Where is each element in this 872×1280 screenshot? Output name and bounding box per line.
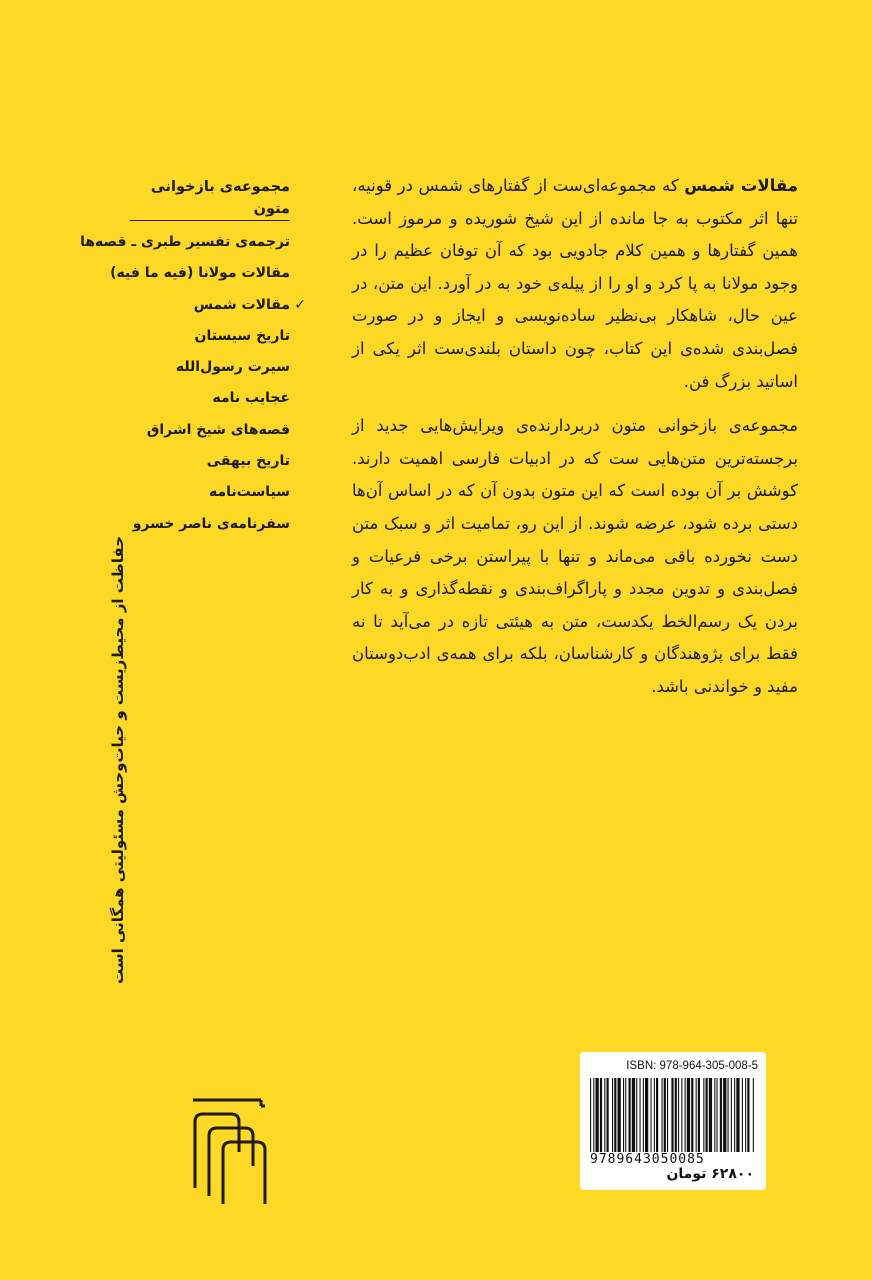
series-heading: مجموعه‌ی بازخوانی متون <box>130 176 290 221</box>
series-item: ترجمه‌ی تفسیر طبری ـ قصه‌ها <box>80 234 290 250</box>
description-paragraph-1 <box>352 170 798 398</box>
barcode-bar <box>747 1078 749 1152</box>
barcode-bar <box>731 1078 732 1152</box>
barcode-bar <box>618 1078 621 1152</box>
barcode-bar <box>671 1078 673 1152</box>
price-label: ۶۲۸۰۰ تومان <box>666 1166 754 1182</box>
barcode-bar <box>723 1078 726 1152</box>
barcode-icon <box>588 1078 758 1152</box>
series-item: تاریخ بیهقی <box>206 453 290 470</box>
barcode-bar <box>662 1078 663 1152</box>
series-item: مقالات مولانا (فیه ما فیه) <box>110 265 290 282</box>
barcode-bar <box>623 1078 624 1152</box>
barcode-bar <box>636 1078 637 1152</box>
barcode-bar <box>593 1078 594 1152</box>
barcode-bar <box>667 1078 668 1152</box>
barcode-bar <box>645 1078 648 1152</box>
barcode-bar <box>640 1078 641 1152</box>
barcode-bar <box>703 1078 704 1152</box>
barcode-bar <box>753 1078 754 1152</box>
barcode-bar <box>685 1078 686 1152</box>
barcode-bar <box>742 1078 743 1152</box>
barcode-bar <box>590 1078 591 1152</box>
slogan-text: حفاظت از محیط‌زیست و حیات‌وحش مسئولیتی همگانی است <box>109 535 127 985</box>
barcode-bar <box>720 1078 722 1152</box>
barcode-bar <box>625 1078 626 1152</box>
series-item: سیاست‌نامه <box>209 484 290 501</box>
barcode-bar <box>714 1078 715 1152</box>
barcode-bar <box>728 1078 729 1152</box>
description-text-1: که مجموعه‌ای‌ست از گفتارهای شمس در قونیه، تنها اثر مکتوب به جا مانده از این شیخ شوریده و مرموز است. همین گفتارها و همین کلام جادویی بود که آن توفان عظیم را در وجود مولانا به پا کرد و او را از پیله‌ی خود به در آورد. این متن، در عین حال، شاهکار بی‌نظیر ساده‌نویسی و ایجاز و در صورت فصل‌بندی شده‌ی این کتاب، چون داستان بلندی‌ست اثر یکی از اساتید بزرگ فن. <box>352 176 798 391</box>
barcode-bar <box>687 1078 690 1152</box>
check-icon: ✓ <box>294 296 306 313</box>
barcode-bar <box>612 1078 613 1152</box>
barcode-bar <box>709 1078 712 1152</box>
barcode-bar <box>706 1078 708 1152</box>
barcode-bar <box>681 1078 682 1152</box>
book-title-inline: مقالات شمس <box>684 176 798 195</box>
series-list <box>80 176 306 540</box>
barcode-number: 9789643050085 <box>590 1152 705 1167</box>
barcode-bar <box>596 1078 599 1152</box>
barcode-bar <box>696 1078 697 1152</box>
series-item: عجایب نامه <box>212 390 290 407</box>
book-description <box>352 170 798 716</box>
barcode-bar <box>745 1078 746 1152</box>
barcode-bar <box>664 1078 666 1152</box>
barcode-bar <box>607 1078 609 1152</box>
description-paragraph-2: مجموعه‌ی بازخوانی متون دربردارنده‌ی ویرایش‌هایی جدید از برجسته‌ترین متن‌هایی ست که در ادبیات فارسی اهمیت دارند. کوشش بر آن بوده است که این متون بدون آن که در اساس آن‌ها دستی برده شود، عرضه شوند. از این رو، تمامیت اثر و سبک متن دست نخورده باقی می‌ماند و تنها با پیراستن برخی فرعیات و فصل‌بندی و تدوین مجدد و پاراگراف‌بندی و نقطه‌گذاری و به کار بردن یک رسم‌الخط یکدست، متن به هیئتی تازه در می‌آید تا نه فقط برای پژوهندگان و کارشناسان، بلکه برای همه‌ی ادب‌دوستان مفید و خواندنی باشد. <box>352 416 798 696</box>
series-item: قصه‌های شیخ اشراق <box>146 421 290 438</box>
environment-slogan <box>98 535 138 985</box>
series-item: تاریخ سیستان <box>194 327 290 344</box>
barcode-bar <box>629 1078 631 1152</box>
barcode-bar <box>734 1078 735 1152</box>
barcode-bar <box>698 1078 700 1152</box>
barcode-bar <box>651 1078 652 1152</box>
barcode-panel <box>580 1052 766 1190</box>
barcode-bar <box>736 1078 739 1152</box>
barcode-bar <box>604 1078 605 1152</box>
series-item: سیرت رسول‌الله <box>175 359 290 376</box>
barcode-bar <box>678 1078 679 1152</box>
barcode-bar <box>717 1078 718 1152</box>
barcode-bar <box>643 1078 644 1152</box>
isbn-label: ISBN: 978-964-305-008-5 <box>626 1060 758 1072</box>
barcode-bar <box>654 1078 655 1152</box>
series-item-current: ✓ مقالات شمس <box>130 290 290 321</box>
barcode-bar <box>656 1078 658 1152</box>
barcode-bar <box>632 1078 635 1152</box>
series-items <box>80 227 306 540</box>
barcode-bar <box>600 1078 602 1152</box>
barcode-bar <box>614 1078 616 1152</box>
series-item: سفرنامه‌ی ناصر خسرو <box>132 515 290 532</box>
publisher-logo-icon <box>191 1092 269 1208</box>
barcode-bar <box>691 1078 693 1152</box>
barcode-bar <box>675 1078 677 1152</box>
